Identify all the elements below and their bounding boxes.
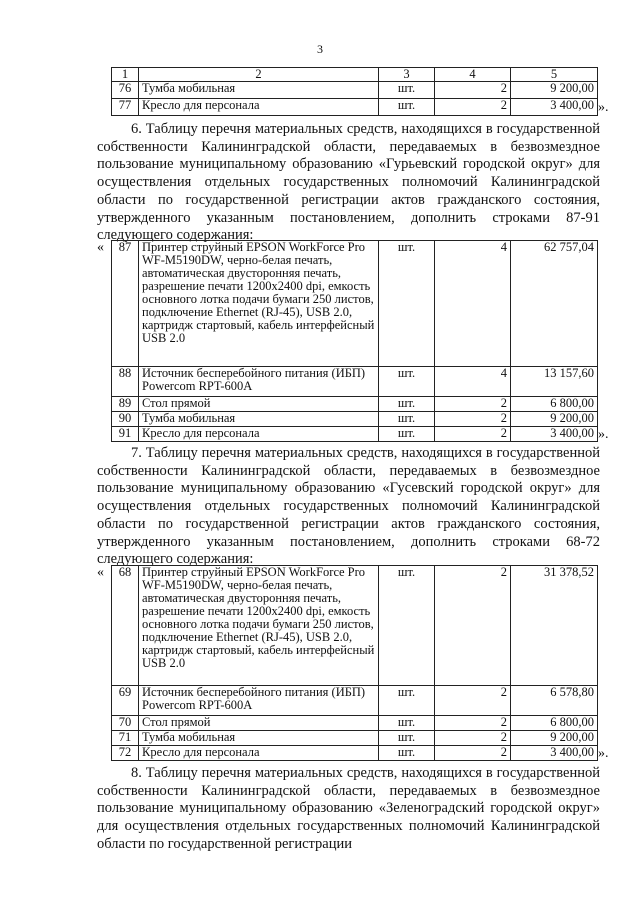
item-price: 6 800,00 bbox=[511, 716, 598, 731]
item-qty: 4 bbox=[435, 241, 511, 367]
item-qty: 2 bbox=[435, 686, 511, 716]
item-name: Тумба мобильная bbox=[139, 731, 379, 746]
table-row bbox=[112, 412, 598, 427]
row-number: 76 bbox=[112, 82, 139, 99]
paragraph-8: 8. Таблицу перечня материальных средств, находящихся в государственной собственности Калининградской области, передаваемых в безвозмездное пользование муниципальному образованию «Зеленоградский городской округ» для осуществления отдельных государственных полномочий Калининградской области по государственной регистрации bbox=[97, 765, 600, 852]
row-number: 77 bbox=[112, 99, 139, 116]
paragraph-6: 6. Таблицу перечня материальных средств, находящихся в государственной собственности Калининградской области, передаваемых в безвозмездное пользование муниципальному образованию «Гурьевский городской округ» для осуществления отдельных государственных полномочий Калининградской области по государственной регистрации актов гражданского состояния, утвержденного указанным постановлением, дополнить строками 87-91 следующего содержания: bbox=[97, 121, 600, 244]
table-row bbox=[112, 731, 598, 746]
item-price: 6 800,00 bbox=[511, 397, 598, 412]
item-unit: шт. bbox=[379, 82, 435, 99]
open-quote-mark: « bbox=[97, 240, 104, 255]
table-row bbox=[112, 241, 598, 367]
item-price: 6 578,80 bbox=[511, 686, 598, 716]
table-row bbox=[112, 367, 598, 397]
table-row bbox=[112, 746, 598, 761]
item-name: Принтер струйный EPSON WorkForce Pro WF-M5190DW, черно-белая печать, автоматическая двусторонняя печать, разрешение печати 1200x2400 dpi, емкость основного лотка подачи бумаги 250 листов, подключение Ethernet (RJ-45), USB 2.0, картридж стартовый, кабель интерфейсный USB 2.0 bbox=[139, 241, 379, 367]
close-quote-mark: ». bbox=[598, 427, 609, 442]
header-cell: 5 bbox=[511, 68, 598, 82]
table-row bbox=[112, 397, 598, 412]
row-number: 89 bbox=[112, 397, 139, 412]
table-header-row bbox=[112, 68, 598, 82]
item-qty: 2 bbox=[435, 566, 511, 686]
header-cell: 4 bbox=[435, 68, 511, 82]
item-qty: 2 bbox=[435, 716, 511, 731]
item-unit: шт. bbox=[379, 241, 435, 367]
header-cell: 1 bbox=[112, 68, 139, 82]
header-cell: 3 bbox=[379, 68, 435, 82]
item-price: 31 378,52 bbox=[511, 566, 598, 686]
item-unit: шт. bbox=[379, 686, 435, 716]
paragraph-7: 7. Таблицу перечня материальных средств, находящихся в государственной собственности Калининградской области, передаваемых в безвозмездное пользование муниципальному образованию «Гусевский городской округ» для осуществления отдельных государственных полномочий Калининградской области по государственной регистрации актов гражданского состояния, утвержденного указанным постановлением, дополнить строками 68-72 следующего содержания: bbox=[97, 445, 600, 568]
item-unit: шт. bbox=[379, 99, 435, 116]
item-price: 9 200,00 bbox=[511, 82, 598, 99]
item-name: Принтер струйный EPSON WorkForce Pro WF-M5190DW, черно-белая печать, автоматическая двусторонняя печать, разрешение печати 1200x2400 dpi, емкость основного лотка подачи бумаги 250 листов, подключение Ethernet (RJ-45), USB 2.0, картридж стартовый, кабель интерфейсный USB 2.0 bbox=[139, 566, 379, 686]
table-gurievsk bbox=[111, 240, 598, 442]
item-unit: шт. bbox=[379, 412, 435, 427]
row-number: 91 bbox=[112, 427, 139, 442]
item-qty: 2 bbox=[435, 397, 511, 412]
item-price: 13 157,60 bbox=[511, 367, 598, 397]
item-price: 3 400,00 bbox=[511, 99, 598, 116]
table-row bbox=[112, 99, 598, 116]
item-name: Источник бесперебойного питания (ИБП) Powercom RPT-600A bbox=[139, 686, 379, 716]
header-cell: 2 bbox=[139, 68, 379, 82]
item-qty: 2 bbox=[435, 427, 511, 442]
item-price: 62 757,04 bbox=[511, 241, 598, 367]
item-name: Источник бесперебойного питания (ИБП) Powercom RPT-600A bbox=[139, 367, 379, 397]
item-qty: 2 bbox=[435, 99, 511, 116]
item-name: Кресло для персонала bbox=[139, 99, 379, 116]
item-unit: шт. bbox=[379, 566, 435, 686]
item-unit: шт. bbox=[379, 716, 435, 731]
item-unit: шт. bbox=[379, 397, 435, 412]
item-unit: шт. bbox=[379, 427, 435, 442]
item-price: 3 400,00 bbox=[511, 746, 598, 761]
item-name: Тумба мобильная bbox=[139, 412, 379, 427]
row-number: 88 bbox=[112, 367, 139, 397]
row-number: 87 bbox=[112, 241, 139, 367]
item-qty: 2 bbox=[435, 412, 511, 427]
table-row bbox=[112, 716, 598, 731]
table-gusev bbox=[111, 565, 598, 761]
item-name: Стол прямой bbox=[139, 397, 379, 412]
row-number: 69 bbox=[112, 686, 139, 716]
table-row bbox=[112, 82, 598, 99]
table-row bbox=[112, 566, 598, 686]
row-number: 70 bbox=[112, 716, 139, 731]
table-row bbox=[112, 427, 598, 442]
row-number: 68 bbox=[112, 566, 139, 686]
item-price: 9 200,00 bbox=[511, 412, 598, 427]
item-unit: шт. bbox=[379, 731, 435, 746]
item-name: Кресло для персонала bbox=[139, 746, 379, 761]
item-unit: шт. bbox=[379, 367, 435, 397]
item-qty: 4 bbox=[435, 367, 511, 397]
item-qty: 2 bbox=[435, 746, 511, 761]
table-continuation bbox=[111, 67, 598, 116]
row-number: 71 bbox=[112, 731, 139, 746]
row-number: 72 bbox=[112, 746, 139, 761]
item-name: Стол прямой bbox=[139, 716, 379, 731]
close-quote-mark: ». bbox=[598, 746, 609, 761]
item-unit: шт. bbox=[379, 746, 435, 761]
row-number: 90 bbox=[112, 412, 139, 427]
item-name: Кресло для персонала bbox=[139, 427, 379, 442]
item-name: Тумба мобильная bbox=[139, 82, 379, 99]
item-qty: 2 bbox=[435, 731, 511, 746]
open-quote-mark: « bbox=[97, 565, 104, 580]
page-number: 3 bbox=[317, 42, 323, 56]
item-qty: 2 bbox=[435, 82, 511, 99]
table-row bbox=[112, 686, 598, 716]
item-price: 3 400,00 bbox=[511, 427, 598, 442]
close-quote-mark: ». bbox=[598, 100, 609, 115]
item-price: 9 200,00 bbox=[511, 731, 598, 746]
